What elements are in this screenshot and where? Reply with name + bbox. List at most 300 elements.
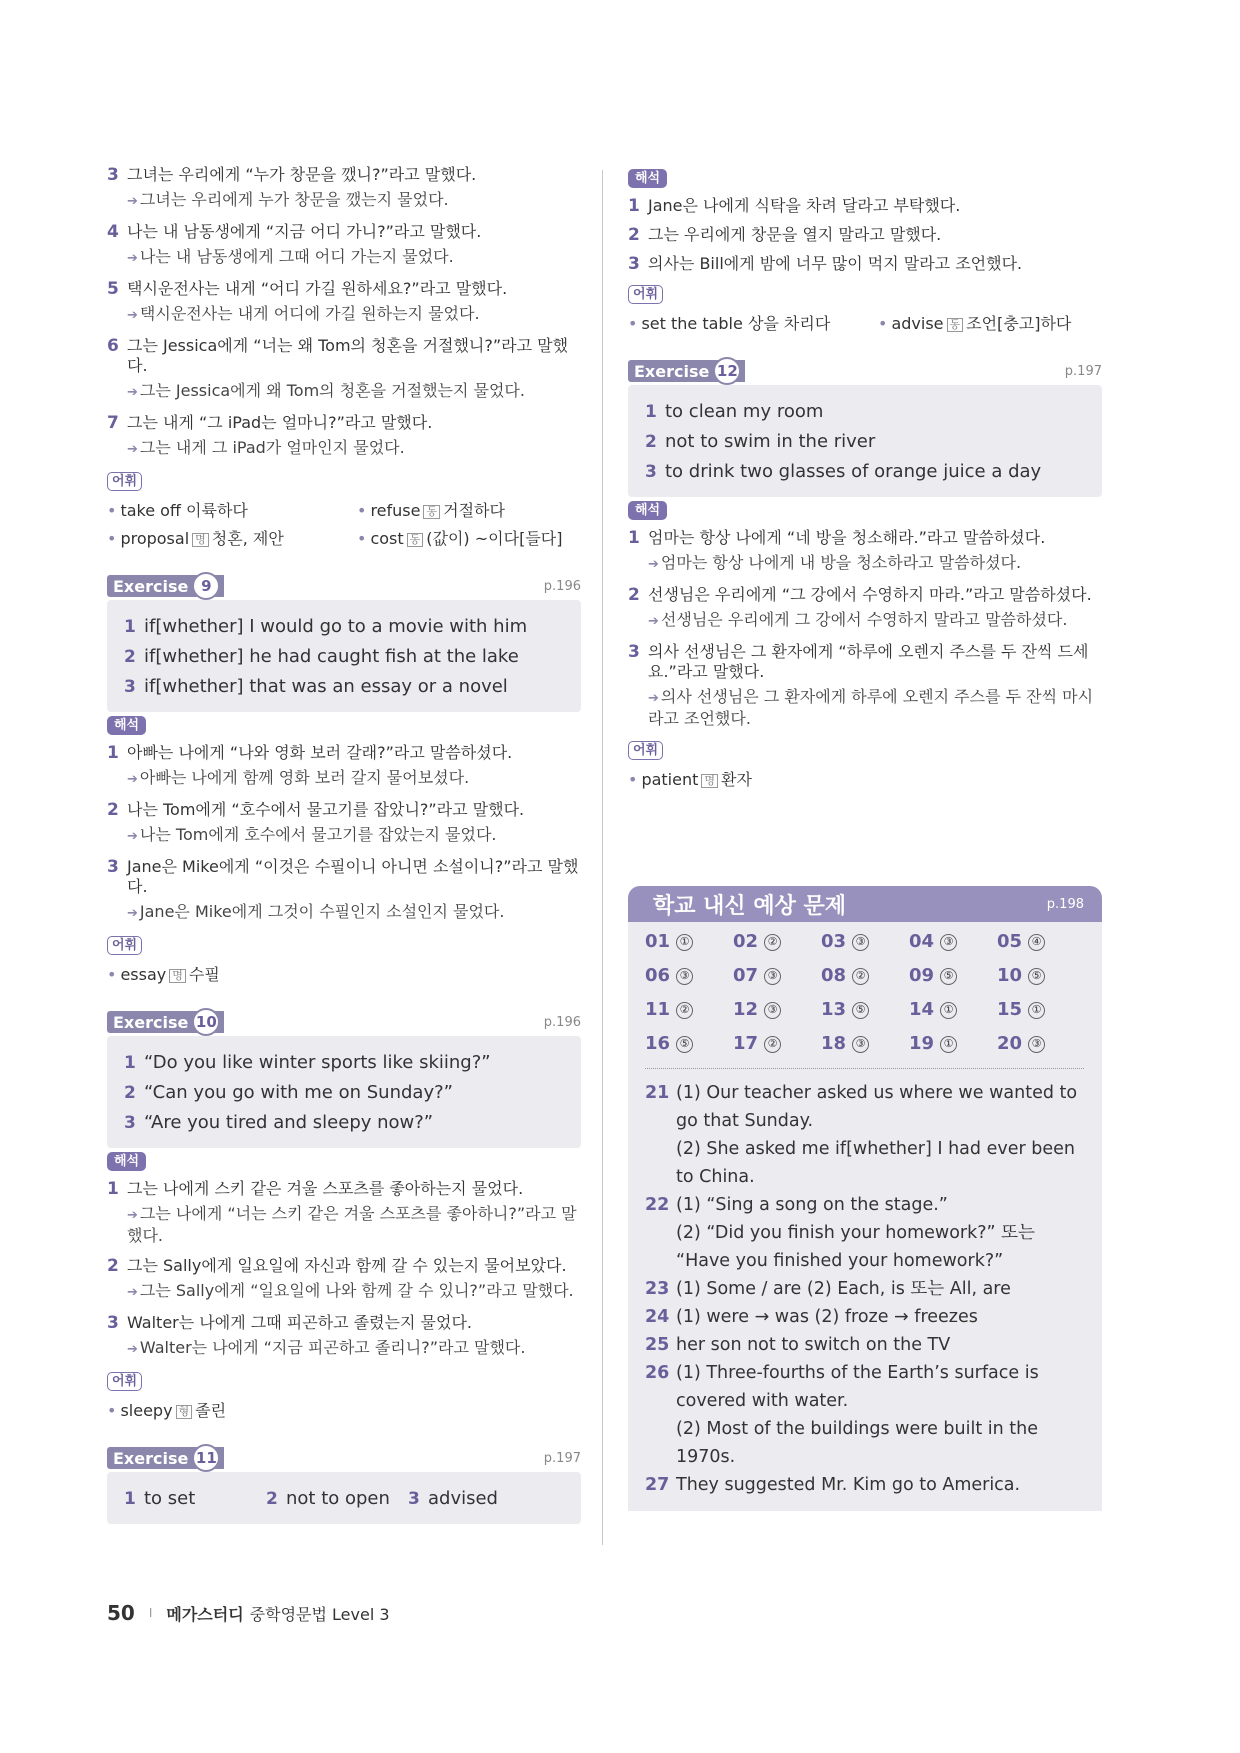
sentence-text: 그녀는 우리에게 “누가 창문을 깼니?”라고 말했다.: [127, 165, 477, 184]
question-number: 12: [733, 999, 759, 1020]
answer-line: (1) were → was (2) froze → freezes: [676, 1307, 978, 1327]
answer-text: “Do you like winter sports like skiing?”: [144, 1052, 491, 1073]
bullet-icon: •: [628, 314, 638, 333]
part-of-speech: 명: [169, 969, 186, 983]
sentence-row: [107, 800, 581, 820]
sentence-text: Walter는 나에게 그때 피곤하고 졸렸는지 물었다.: [127, 1313, 473, 1332]
answer-text: to drink two glasses of orange juice a day: [665, 461, 1042, 482]
question-number: 19: [909, 1033, 935, 1054]
converted-text: 그녀는 우리에게 누가 창문을 깼는지 물었다.: [139, 190, 449, 209]
sentence-text: Jane은 나에게 식탁을 차려 달라고 부탁했다.: [648, 196, 961, 215]
answer-number: 2: [645, 432, 657, 452]
sentence-row: [107, 857, 581, 897]
vocab-item: [107, 961, 357, 989]
exercise-label: Exercise: [113, 576, 189, 596]
arrow-icon: ➔: [648, 691, 659, 706]
sentence-text: 아빠는 나에게 “나와 영화 보러 갈래?”라고 말씀하셨다.: [127, 743, 513, 762]
top-sentences: [107, 165, 581, 460]
grid-cell: [909, 964, 997, 988]
sentence-row: [628, 528, 1102, 548]
sentence-text: 의사는 Bill에게 밤에 너무 많이 먹지 말라고 조언했다.: [648, 254, 1023, 273]
sentence-row: [628, 642, 1102, 682]
answer-text: if[whether] that was an essay or a novel: [144, 676, 508, 697]
translation-list: [628, 196, 1102, 274]
choice-circle: ④: [1028, 934, 1045, 951]
part-of-speech: 동: [947, 318, 964, 332]
item-number: 1: [107, 743, 119, 763]
question-number: 10: [997, 965, 1023, 986]
question-number: 18: [821, 1033, 847, 1054]
arrow-icon: ➔: [127, 1285, 138, 1300]
page-ref: p.197: [543, 1450, 581, 1466]
long-answer-row: [645, 1471, 1084, 1499]
question-number: 26: [645, 1363, 670, 1383]
sentence-row: [107, 743, 581, 763]
grid-cell: [645, 1032, 733, 1056]
long-answer-row: [645, 1191, 1084, 1275]
sentence-text: 택시운전사는 내게 “어디 가길 원하세요?”라고 말했다.: [127, 279, 508, 298]
choice-circle: ⑤: [852, 1002, 869, 1019]
vocab-meaning: 졸린: [195, 1401, 227, 1420]
question-number: 03: [821, 931, 847, 952]
sentence-text: 그는 내게 “그 iPad는 얼마니?”라고 말했다.: [127, 413, 433, 432]
answer-text: “Are you tired and sleepy now?”: [144, 1112, 434, 1133]
converted-text: Jane은 Mike에게 그것이 수필인지 소설인지 물었다.: [139, 902, 505, 921]
school-exam-section: [628, 886, 1102, 1511]
item-number: 4: [107, 222, 119, 242]
question-number: 11: [645, 999, 671, 1020]
grid-cell: [997, 1032, 1085, 1056]
item-number: 1: [628, 196, 640, 216]
arrow-icon: ➔: [127, 906, 138, 921]
arrow-icon: ➔: [127, 251, 138, 266]
item-number: 3: [107, 857, 119, 877]
choice-circle: ③: [852, 1036, 869, 1053]
vocab-list: [628, 766, 1102, 794]
answer-line: [645, 457, 1085, 487]
choice-circle: ③: [764, 1002, 781, 1019]
exercise-number: 10: [192, 1008, 220, 1036]
choice-circle: ①: [940, 1002, 957, 1019]
sentence-text: 나는 Tom에게 “호수에서 물고기를 잡았니?”라고 말했다.: [127, 800, 525, 819]
choice-circle: ③: [1028, 1036, 1045, 1053]
grid-cell: [821, 998, 909, 1022]
sentence-text: 의사 선생님은 그 환자에게 “하루에 오렌지 주스를 두 잔씩 드세요.”라고 말했다.: [648, 642, 1089, 681]
vocab-meaning: 수필: [188, 965, 220, 984]
vocab-item: [628, 766, 878, 794]
sentence-row: [107, 279, 581, 299]
sentence-row: [628, 225, 1102, 245]
vocab-label: 어휘: [107, 936, 142, 955]
question-number: 07: [733, 965, 759, 986]
grid-cell: [821, 964, 909, 988]
choice-circle: ③: [940, 934, 957, 951]
exercise-9: [107, 575, 581, 989]
answer-text: “Can you go with me on Sunday?”: [144, 1082, 453, 1103]
long-answer-text: [676, 1191, 1084, 1275]
answer-text: not to swim in the river: [665, 431, 876, 452]
grid-cell: [733, 964, 821, 988]
vocab-meaning: 청혼, 제안: [211, 529, 284, 548]
choice-circle: ②: [676, 1002, 693, 1019]
sentence-row: [107, 413, 581, 433]
answer-number: 1: [124, 617, 136, 637]
bullet-icon: •: [878, 314, 888, 333]
answer-text: to clean my room: [665, 401, 824, 422]
school-exam-body: [628, 922, 1102, 1511]
answer-number: 1: [645, 402, 657, 422]
exercise-badge: [107, 575, 224, 597]
answer-line: (1) “Sing a song on the stage.”: [676, 1195, 948, 1215]
grid-cell: [821, 930, 909, 954]
exercise-header: [107, 575, 581, 597]
long-answer-text: [676, 1275, 1084, 1303]
answer-grid: [645, 930, 1084, 1056]
answer-box: [107, 600, 581, 712]
part-of-speech: 형: [176, 1405, 193, 1419]
book-title: 중학영문법 Level 3: [249, 1604, 390, 1624]
exercise-11: [107, 1447, 581, 1524]
sentence-row: [628, 254, 1102, 274]
translation-label: 해석: [107, 716, 146, 735]
grid-cell: [645, 964, 733, 988]
answer-number: 3: [124, 1113, 136, 1133]
vocab-word: cost: [370, 529, 404, 548]
question-number: 09: [909, 965, 935, 986]
question-number: 25: [645, 1335, 670, 1355]
exercise-label: Exercise: [113, 1012, 189, 1032]
vocab-label: 어휘: [107, 1372, 142, 1391]
question-number: 15: [997, 999, 1023, 1020]
vocab-item: [357, 497, 581, 525]
school-exam-title: 학교 내신 예상 문제: [653, 893, 846, 919]
exercise-badge: [107, 1011, 224, 1033]
question-number: 21: [645, 1083, 670, 1103]
answer-text: advised: [428, 1488, 498, 1509]
vocab-word: set the table: [641, 314, 743, 333]
item-number: 3: [628, 642, 640, 662]
page-ref: p.196: [543, 578, 581, 594]
vocab-label: 어휘: [628, 285, 663, 304]
grid-cell: [733, 1032, 821, 1056]
page-ref: p.198: [1046, 896, 1084, 912]
sentence-row: [107, 336, 581, 376]
vocab-item: [628, 310, 878, 338]
long-answer-text: [676, 1303, 1084, 1331]
long-answer-row: [645, 1079, 1084, 1191]
converted-sentence: [127, 304, 581, 326]
item-number: 7: [107, 413, 119, 433]
converted-text: 나는 내 남동생에게 그때 어디 가는지 물었다.: [139, 247, 454, 266]
exercise-number: 12: [713, 357, 741, 385]
question-number: 13: [821, 999, 847, 1020]
vocab-item: [357, 525, 581, 553]
part-of-speech: 동: [423, 505, 440, 519]
sentence-text: 선생님은 우리에게 “그 강에서 수영하지 마라.”라고 말씀하셨다.: [648, 585, 1092, 604]
converted-sentence: [127, 438, 581, 460]
vocab-word: take off: [120, 501, 181, 520]
converted-text: 의사 선생님은 그 환자에게 하루에 오렌지 주스를 두 잔씩 마시라고 조언했다.: [648, 687, 1094, 728]
item-number: 3: [107, 165, 119, 185]
grid-cell: [909, 930, 997, 954]
exercise-10: [107, 1011, 581, 1425]
sentence-text: 나는 내 남동생에게 “지금 어디 가니?”라고 말했다.: [127, 222, 482, 241]
sentence-row: [628, 585, 1102, 605]
sentence-row: [107, 1313, 581, 1333]
part-of-speech: 동: [407, 533, 424, 547]
answer-line: [645, 397, 1085, 427]
page-ref: p.196: [543, 1014, 581, 1030]
converted-sentence: [127, 1204, 581, 1246]
right-column: [628, 165, 1102, 1511]
arrow-icon: ➔: [127, 1342, 138, 1357]
question-number: 05: [997, 931, 1023, 952]
converted-sentence: [127, 902, 581, 924]
choice-circle: ③: [852, 934, 869, 951]
arrow-icon: ➔: [127, 829, 138, 844]
choice-circle: ②: [764, 934, 781, 951]
long-answer-row: [645, 1275, 1084, 1303]
choice-circle: ①: [940, 1036, 957, 1053]
answer-number: 1: [124, 1053, 136, 1073]
arrow-icon: ➔: [127, 772, 138, 787]
question-number: 23: [645, 1279, 670, 1299]
answer-line: They suggested Mr. Kim go to America.: [676, 1475, 1021, 1495]
converted-text: 그는 Jessica에게 왜 Tom의 청혼을 거절했는지 물었다.: [139, 381, 525, 400]
item-number: 1: [107, 1179, 119, 1199]
vocab-item: [878, 310, 1102, 338]
question-number: 27: [645, 1475, 670, 1495]
answer-number: 2: [124, 1083, 136, 1103]
question-number: 20: [997, 1033, 1023, 1054]
question-number: 17: [733, 1033, 759, 1054]
footer-separator: I: [148, 1606, 153, 1620]
bullet-icon: •: [357, 501, 367, 520]
answer-line: [124, 1108, 564, 1138]
converted-sentence: [127, 247, 581, 269]
part-of-speech: 명: [701, 774, 718, 788]
grid-cell: [733, 930, 821, 954]
answer-line: her son not to switch on the TV: [676, 1335, 951, 1355]
question-number: 24: [645, 1307, 670, 1327]
sentence-row: [107, 222, 581, 242]
answer-number: 3: [408, 1489, 420, 1509]
vocab-meaning: 조언[충고]하다: [966, 314, 1072, 333]
question-number: 22: [645, 1195, 670, 1215]
answer-box: [107, 1036, 581, 1148]
question-number: 16: [645, 1033, 671, 1054]
answer-line: [124, 1078, 564, 1108]
answer-line: (1) Three-fourths of the Earth’s surface is covered with water.: [676, 1363, 1039, 1411]
bullet-icon: •: [357, 529, 367, 548]
translation-list: [628, 528, 1102, 729]
vocab-list: [628, 310, 1102, 338]
translation-label: 해석: [628, 501, 667, 520]
converted-sentence: [127, 381, 581, 403]
answer-box: [107, 1472, 581, 1524]
page-number: 50: [107, 1601, 135, 1625]
converted-sentence: [648, 610, 1102, 632]
sentence-row: [107, 1179, 581, 1199]
answer-number: 2: [124, 647, 136, 667]
converted-text: 나는 Tom에게 호수에서 물고기를 잡았는지 물었다.: [139, 825, 497, 844]
choice-circle: ③: [676, 968, 693, 985]
converted-sentence: [127, 190, 581, 212]
question-number: 14: [909, 999, 935, 1020]
bullet-icon: •: [107, 501, 117, 520]
item-number: 3: [107, 1313, 119, 1333]
choice-circle: ③: [764, 968, 781, 985]
vocab-word: sleepy: [120, 1401, 173, 1420]
left-column: [107, 165, 581, 1524]
arrow-icon: ➔: [648, 614, 659, 629]
school-exam-header: [628, 886, 1102, 922]
vocab-list: [107, 497, 581, 553]
converted-text: 그는 Sally에게 “일요일에 나와 함께 갈 수 있니?”라고 말했다.: [139, 1281, 574, 1300]
page-ref: p.197: [1064, 363, 1102, 379]
bullet-icon: •: [107, 1401, 117, 1420]
item-number: 1: [628, 528, 640, 548]
choice-circle: ①: [676, 934, 693, 951]
converted-sentence: [127, 1338, 581, 1360]
answer-line: [124, 612, 564, 642]
grid-cell: [645, 930, 733, 954]
item-number: 2: [628, 585, 640, 605]
choice-circle: ⑤: [676, 1036, 693, 1053]
sentence-row: [107, 1256, 581, 1276]
sentence-text: Jane은 Mike에게 “이것은 수필이니 아니면 소설이니?”라고 말했다.: [127, 857, 579, 896]
converted-sentence: [127, 768, 581, 790]
exercise-label: Exercise: [634, 361, 710, 381]
item-number: 5: [107, 279, 119, 299]
item-number: 2: [107, 800, 119, 820]
translation-list: [107, 1179, 581, 1360]
vocab-word: essay: [120, 965, 167, 984]
question-number: 04: [909, 931, 935, 952]
grid-cell: [997, 964, 1085, 988]
converted-sentence: [127, 825, 581, 847]
choice-circle: ②: [852, 968, 869, 985]
long-answer-text: [676, 1331, 1084, 1359]
answer-line: (2) Most of the buildings were built in the 1970s.: [676, 1419, 1038, 1467]
exercise-12: [628, 360, 1102, 794]
arrow-icon: ➔: [127, 194, 138, 209]
converted-text: 택시운전사는 내게 어디에 가길 원하는지 물었다.: [139, 304, 480, 323]
bullet-icon: •: [107, 529, 117, 548]
sentence-text: 엄마는 항상 나에게 “네 방을 청소해라.”라고 말씀하셨다.: [648, 528, 1046, 547]
vocab-label: 어휘: [628, 741, 663, 760]
converted-text: 아빠는 나에게 함께 영화 보러 갈지 물어보셨다.: [139, 768, 470, 787]
converted-sentence: [648, 687, 1102, 729]
converted-text: 선생님은 우리에게 그 강에서 수영하지 말라고 말씀하셨다.: [660, 610, 1068, 629]
translation-label: 해석: [107, 1152, 146, 1171]
answer-line: [124, 672, 564, 702]
converted-sentence: [648, 553, 1102, 575]
vocab-item: [107, 497, 357, 525]
choice-circle: ①: [1028, 1002, 1045, 1019]
vocab-item: [107, 1397, 357, 1425]
answer-line: [124, 1484, 564, 1514]
long-answers: [645, 1079, 1084, 1499]
choice-circle: ⑤: [940, 968, 957, 985]
long-answer-text: [676, 1471, 1084, 1499]
grid-cell: [909, 1032, 997, 1056]
arrow-icon: ➔: [648, 557, 659, 572]
item-number: 2: [107, 1256, 119, 1276]
vocab-word: advise: [891, 314, 944, 333]
part-of-speech: 명: [192, 533, 209, 547]
vocab-meaning: 거절하다: [443, 501, 505, 520]
converted-sentence: [127, 1281, 581, 1303]
answer-text: if[whether] I would go to a movie with him: [144, 616, 528, 637]
answer-number: 3: [124, 677, 136, 697]
column-divider: [602, 170, 603, 1545]
vocab-word: patient: [641, 770, 699, 789]
brand-name: 메가스터디: [166, 1604, 244, 1624]
item-number: 6: [107, 336, 119, 356]
sentence-text: 그는 Jessica에게 “너는 왜 Tom의 청혼을 거절했니?”라고 말했다.: [127, 336, 569, 375]
converted-text: 그는 내게 그 iPad가 얼마인지 물었다.: [139, 438, 405, 457]
answer-box: [628, 385, 1102, 497]
answer-line: [124, 642, 564, 672]
vocab-list: [107, 1397, 581, 1425]
answer-text: if[whether] he had caught fish at the lake: [144, 646, 519, 667]
arrow-icon: ➔: [127, 1208, 138, 1223]
item-number: 3: [628, 254, 640, 274]
long-answer-text: [676, 1359, 1084, 1471]
answer-line: (1) Our teacher asked us where we wanted to go that Sunday.: [676, 1083, 1078, 1131]
translation-list: [107, 743, 581, 924]
long-answer-row: [645, 1359, 1084, 1471]
translation-label: 해석: [628, 169, 667, 188]
exercise-badge: [628, 360, 745, 382]
long-answer-text: [676, 1079, 1084, 1191]
arrow-icon: ➔: [127, 385, 138, 400]
grid-cell: [909, 998, 997, 1022]
answer-text: to set: [144, 1488, 196, 1509]
vocab-meaning: 환자: [721, 770, 752, 789]
bullet-icon: •: [628, 770, 638, 789]
question-number: 02: [733, 931, 759, 952]
answer-line: (2) She asked me if[whether] I had ever been to China.: [676, 1139, 1075, 1187]
question-number: 01: [645, 931, 671, 952]
converted-text: 그는 나에게 “너는 스키 같은 겨울 스포츠를 좋아하니?”라고 말했다.: [127, 1204, 577, 1245]
item-number: 2: [628, 225, 640, 245]
grid-cell: [821, 1032, 909, 1056]
long-answer-row: [645, 1303, 1084, 1331]
answer-number: 3: [645, 462, 657, 482]
question-number: 06: [645, 965, 671, 986]
answer-line: [645, 427, 1085, 457]
sentence-text: 그는 우리에게 창문을 열지 말라고 말했다.: [648, 225, 942, 244]
footer: [107, 1601, 390, 1625]
answer-item: [124, 1484, 266, 1514]
answer-number: 2: [266, 1489, 278, 1509]
vocab-label: 어휘: [107, 472, 142, 491]
answer-line: (1) Some / are (2) Each, is 또는 All, are: [676, 1279, 1011, 1299]
answer-item: [266, 1484, 408, 1514]
sentence-text: 그는 나에게 스키 같은 겨울 스포츠를 좋아하는지 물었다.: [127, 1179, 524, 1198]
answer-text: not to open: [286, 1488, 390, 1509]
converted-text: 엄마는 항상 나에게 내 방을 청소하라고 말씀하셨다.: [660, 553, 1022, 572]
grid-cell: [733, 998, 821, 1022]
vocab-list: [107, 961, 581, 989]
exercise-header: [107, 1011, 581, 1033]
answer-line: (2) “Did you finish your homework?” 또는 “Have you finished your homework?”: [676, 1223, 1035, 1271]
dotted-divider: [645, 1068, 1084, 1069]
choice-circle: ⑤: [1028, 968, 1045, 985]
arrow-icon: ➔: [127, 442, 138, 457]
